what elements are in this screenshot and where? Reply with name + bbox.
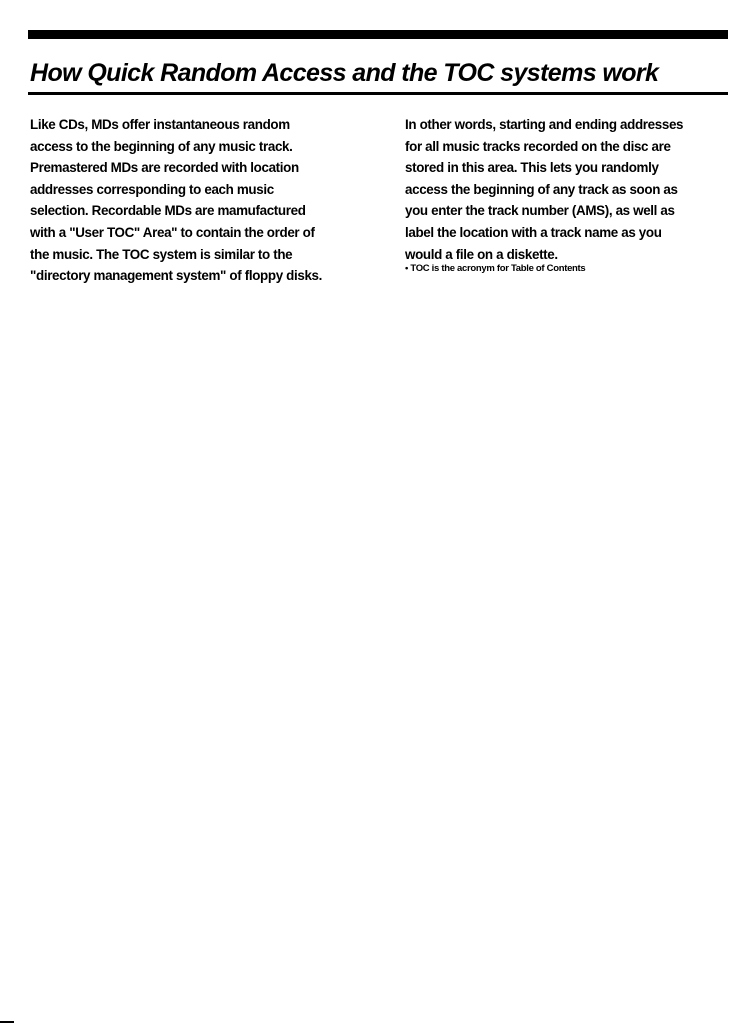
page-title: How Quick Random Access and the TOC systems work bbox=[30, 59, 659, 87]
body-paragraph-right: In other words, starting and ending addresses for all music tracks recorded on the disc are stored in this area. This lets you randomly access the beginning of any track as soon as you enter the track number (AMS), as well as label the location with a track name as you would a file on a diskette. bbox=[405, 117, 684, 262]
title-underline bbox=[28, 92, 728, 95]
header-rule bbox=[28, 30, 728, 39]
body-paragraph-left: Like CDs, MDs offer instantaneous random access to the beginning of any music track. Premastered MDs are recorded with location addresses corresponding to each music selection. Recordable MDs are mamufactured with a "User TOC" Area" to contain the order of the music. The TOC system is similar to the "directory management system" of floppy disks. bbox=[30, 117, 323, 284]
footnote: • TOC is the acronym for Table of Contents bbox=[405, 263, 586, 274]
crop-mark bbox=[0, 1021, 14, 1023]
